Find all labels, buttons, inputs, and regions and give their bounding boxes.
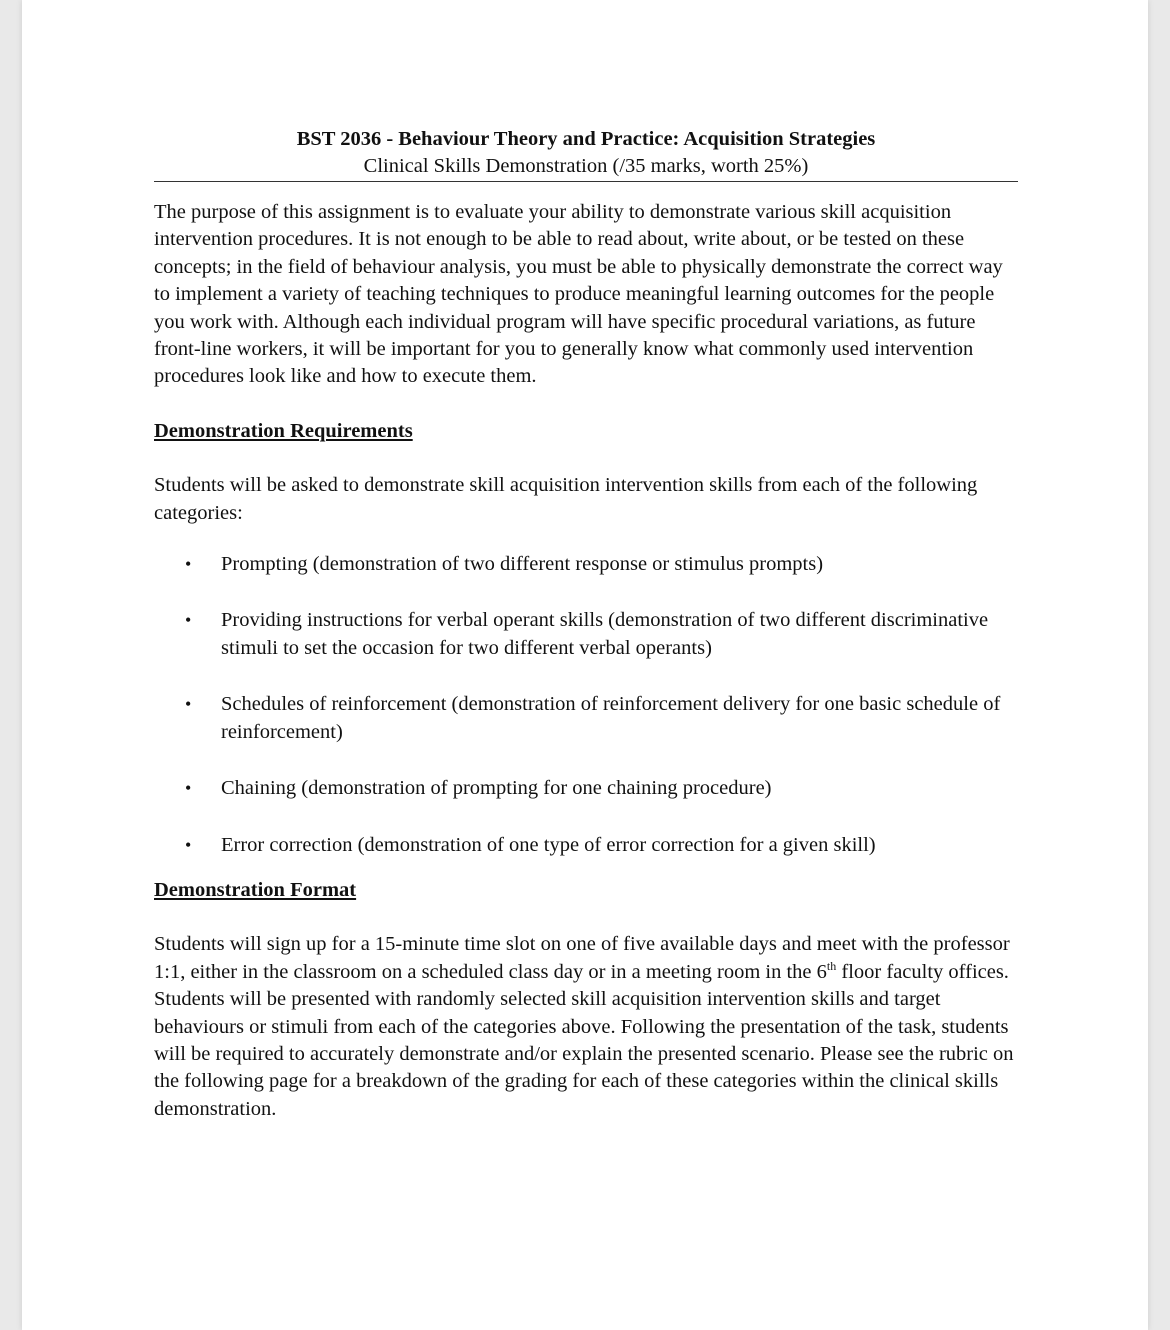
ordinal-superscript: th bbox=[826, 958, 837, 973]
list-item bbox=[154, 607, 1018, 662]
intro-paragraph: The purpose of this assignment is to evaluate your ability to demonstrate various skill acquisition intervention procedures. It is not enough to be able to read about, write about, or be tested on these concepts; in the field of behaviour analysis, you must be able to physically demonstrate the correct way to implement a variety of teaching techniques to produce meaningful learning outcomes for the people you work with. Although each individual program will have specific procedural variations, as future front-line workers, it will be important for you to generally know what commonly used intervention procedures look like and how to execute them. bbox=[154, 201, 1003, 388]
list-item bbox=[154, 775, 1018, 802]
bullet-icon: • bbox=[185, 778, 192, 799]
document-page bbox=[22, 0, 1148, 1330]
list-item-text: Prompting (demonstration of two different response or stimulus prompts) bbox=[221, 553, 824, 576]
bullet-icon: • bbox=[185, 554, 192, 575]
format-heading: Demonstration Format bbox=[154, 878, 357, 901]
category-list bbox=[154, 551, 1018, 859]
list-item-text: Error correction (demonstration of one type of error correction for a given skill) bbox=[221, 833, 876, 856]
bullet-icon: • bbox=[185, 694, 192, 715]
list-item bbox=[154, 691, 1018, 746]
list-item bbox=[154, 551, 1018, 578]
assignment-subtitle: Clinical Skills Demonstration (/35 marks, worth 25%) bbox=[363, 155, 809, 177]
format-paragraph bbox=[154, 931, 1018, 1123]
requirements-heading: Demonstration Requirements bbox=[154, 419, 413, 442]
list-item-text: Schedules of reinforcement (demonstration of reinforcement delivery for one basic schedule of reinforcement) bbox=[221, 693, 1001, 743]
format-text-part2: floor faculty offices. Students will be presented with randomly selected skill acquisition intervention skills and target behaviours or stimuli from each of the categories above. Following the presentation of the task, students will be required to accurately demonstrate and/or explain the presented scenario. Please see the rubric on the following page for a breakdown of the grading for each of these categories within the clinical skills demonstration. bbox=[154, 960, 1014, 1120]
bullet-icon: • bbox=[185, 610, 192, 631]
list-item-text: Chaining (demonstration of prompting for one chaining procedure) bbox=[221, 777, 772, 800]
document-content bbox=[154, 126, 1018, 1123]
format-text-part1: Students will sign up for a 15-minute time slot on one of five available days and meet with the professor 1:1, either in the classroom on a scheduled class day or in a meeting room in the 6 bbox=[154, 933, 1010, 983]
bullet-icon: • bbox=[185, 834, 192, 855]
document-header bbox=[154, 126, 1018, 182]
list-item-text: Providing instructions for verbal operant skills (demonstration of two different discriminative stimuli to set the occasion for two different verbal operants) bbox=[221, 609, 989, 659]
requirements-intro: Students will be asked to demonstrate skill acquisition intervention skills from each of the following categories: bbox=[154, 474, 978, 524]
course-title: BST 2036 - Behaviour Theory and Practice: Acquisition Strategies bbox=[296, 128, 876, 150]
list-item bbox=[154, 832, 1018, 859]
